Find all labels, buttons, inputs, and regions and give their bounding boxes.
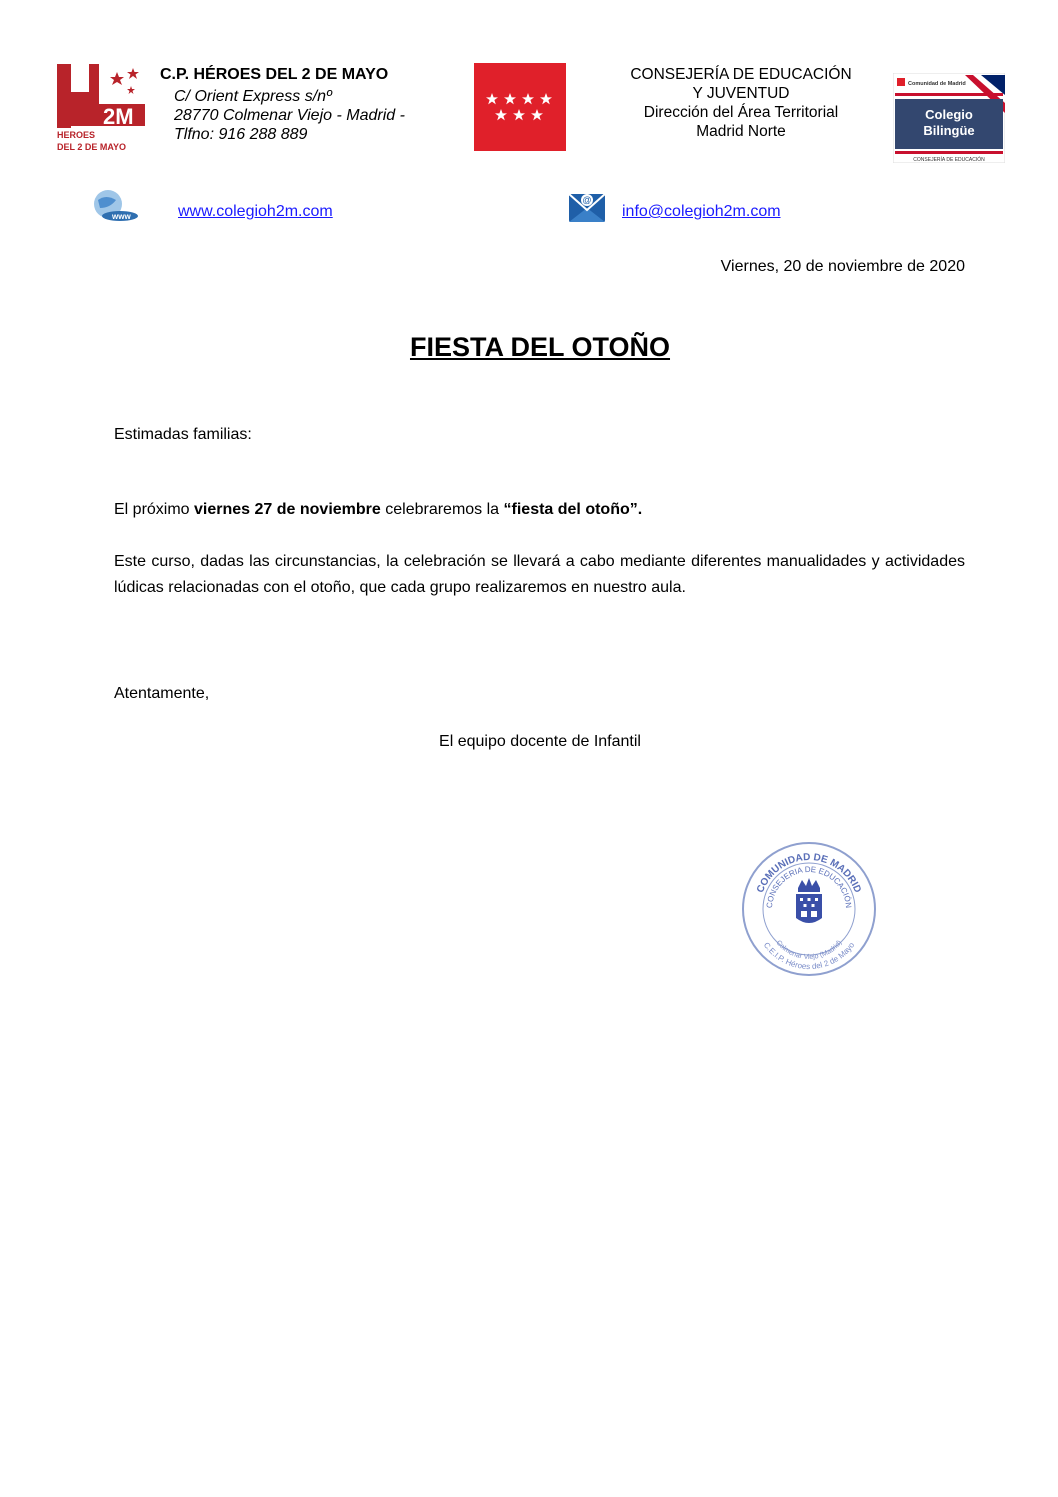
svg-text:@: @ — [582, 195, 592, 205]
school-name: C.P. HÉROES DEL 2 DE MAYO — [160, 66, 389, 83]
detail-paragraph: Este curso, dadas las circunstancias, la celebración se llevará a cabo mediante diferentes manualidades y actividades lúdicas relacionadas con el otoño, que cada grupo realizaremos en nuestro aula. — [114, 553, 965, 596]
intro-paragraph — [114, 497, 965, 523]
svg-text:Colegio: Colegio — [925, 107, 973, 122]
consejeria-block — [596, 65, 886, 141]
colegio-bilingue-logo — [893, 73, 1005, 163]
svg-text:Bilingüe: Bilingüe — [923, 123, 975, 138]
salutation: Estimadas familias: — [114, 426, 252, 443]
letter-title — [0, 332, 1058, 363]
signature: El equipo docente de Infantil — [439, 733, 641, 750]
comunidad-madrid-logo — [474, 63, 566, 151]
letter-title-text: FIESTA DEL OTOÑO — [409, 332, 671, 362]
school-logo — [55, 62, 147, 154]
official-stamp — [738, 838, 880, 980]
svg-text:CONSEJERIA DE EDUCACIÓN: CONSEJERIA DE EDUCACIÓN — [764, 864, 854, 909]
svg-text:COMUNIDAD DE MADRID: COMUNIDAD DE MADRID — [755, 851, 863, 895]
intro-date: viernes 27 de noviembre — [194, 501, 381, 518]
consejeria-line-4: Madrid Norte — [696, 123, 786, 140]
email-icon — [567, 186, 607, 226]
intro-mid: celebraremos la — [380, 501, 504, 518]
svg-text:CONSEJERÍA DE EDUCACIÓN: CONSEJERÍA DE EDUCACIÓN — [913, 157, 985, 163]
email-link[interactable]: info@colegioh2m.com — [622, 203, 781, 220]
address-street: C/ Orient Express s/nº — [174, 88, 332, 105]
website-link[interactable]: www.colegioh2m.com — [178, 203, 333, 220]
closing: Atentamente, — [114, 685, 210, 702]
svg-text:www: www — [112, 212, 131, 221]
school-address — [174, 87, 405, 144]
svg-text:C.E.I.P. Héroes del 2 de Mayo: C.E.I.P. Héroes del 2 de Mayo — [761, 940, 857, 972]
intro-prefix: El próximo — [114, 501, 195, 518]
svg-text:Comunidad de Madrid: Comunidad de Madrid — [908, 81, 966, 87]
address-city: 28770 Colmenar Viejo - Madrid - — [174, 107, 405, 124]
address-phone: Tlfno: 916 288 889 — [174, 126, 308, 143]
consejeria-line-2: Y JUVENTUD — [692, 85, 790, 102]
consejeria-line-3: Dirección del Área Territorial — [643, 104, 839, 121]
svg-text:HEROES: HEROES — [57, 130, 96, 140]
letter-date: Viernes, 20 de noviembre de 2020 — [720, 258, 965, 275]
svg-text:Colmenar Viejo (Madrid): Colmenar Viejo (Madrid) — [774, 939, 844, 962]
intro-event: “fiesta del otoño”. — [503, 501, 643, 518]
globe-icon — [90, 186, 140, 226]
svg-text:DEL 2 DE MAYO: DEL 2 DE MAYO — [57, 142, 127, 152]
svg-text:2M: 2M — [103, 104, 134, 129]
consejeria-line-1: CONSEJERÍA DE EDUCACIÓN — [630, 66, 852, 83]
